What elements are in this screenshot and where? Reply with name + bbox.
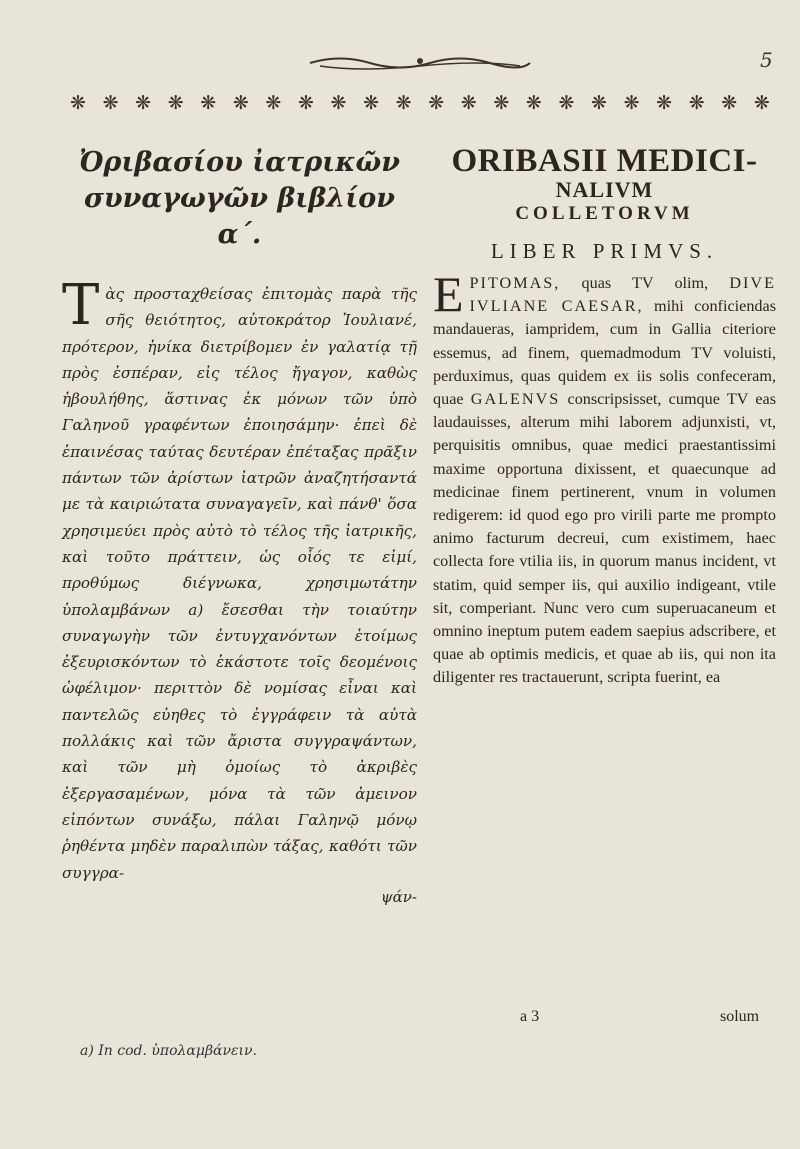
ornament-icon: ❋ — [167, 91, 184, 114]
greek-column — [62, 145, 417, 906]
ornament-icon: ❋ — [330, 91, 347, 114]
signature-mark: 5 — [760, 48, 773, 72]
latin-body-text — [433, 266, 776, 690]
greek-title: Ὀριβασίου ἰατρικῶν συναγωγῶν βιβλίον α΄. — [79, 147, 400, 250]
ornament-icon: ❋ — [688, 91, 705, 114]
ornament-icon: ❋ — [395, 91, 412, 114]
latin-dedication: DIVE IVLIANE CAESAR, — [469, 274, 776, 316]
latin-title-line2: NALIVM — [555, 177, 654, 202]
latin-dropcap: E — [433, 266, 464, 322]
ornament-icon: ❋ — [135, 91, 152, 114]
latin-text-2: mihi conficiendas mandaueras, iampridem, cum in Gallia citeriore essemus, ad finem, quemadmodum TV voluisti, perduximus, quas quidem ex iis solis confeceram, quae — [433, 297, 776, 409]
ornament-icon: ❋ — [297, 91, 314, 114]
latin-catchword: solum — [720, 1008, 760, 1025]
greek-footnote: a) In cod. ὑπολαμβάνειν. — [80, 1043, 257, 1059]
ornament-icon: ❋ — [721, 91, 738, 114]
ornament-icon: ❋ — [656, 91, 673, 114]
ornament-icon: ❋ — [623, 91, 640, 114]
latin-title — [433, 145, 776, 225]
latin-book-heading: LIBER PRIMVS. — [490, 239, 719, 263]
ornament-icon: ❋ — [558, 91, 575, 114]
ornament-icon: ❋ — [70, 91, 86, 114]
ornament-icon: ❋ — [428, 91, 445, 114]
latin-text-1: quas TV olim, — [560, 274, 730, 292]
greek-body-text — [62, 273, 417, 886]
latin-first-word: PITOMAS, — [469, 274, 561, 292]
ornament-icon: ❋ — [232, 91, 249, 114]
ornament-icon: ❋ — [753, 91, 770, 114]
ornament-icon: ❋ — [591, 91, 607, 114]
ornament-icon: ❋ — [460, 91, 477, 114]
greek-catchword: ψάν- — [380, 887, 417, 906]
ornament-icon: ❋ — [363, 91, 379, 114]
ornament-icon: ❋ — [102, 91, 119, 114]
latin-title-line3: COLLETORVM — [515, 203, 694, 224]
latin-text-3: conscripsisset, cumque TV eas laudauisses, alterum mihi laborem adjunxisti, vt, perquisitis omnibus, quae medici praestantissimi maxime opportuna dixissent, et quaecunque ad medicinae finem pertinerent, vnum in volumen redigerem: id quod ego pro virili parte me prompto animo facturum decreui, cum existimem, haec collecta fore vtilia iis, in quorum manus incident, vt statim, quid semper iis, qui auxilio indigeant, vtile sit, comperiant. Nunc vero cum superuacaneum et omnino ineptum putem eadem saepius adscribere, et quae ab optimis medicis, et quae ab iis, qui non ita diligenter res tractauerunt, scripta fuerint, ea — [433, 390, 776, 687]
greek-dropcap: Τ — [62, 273, 100, 338]
ornament-border — [70, 88, 770, 118]
latin-column — [433, 145, 776, 690]
ornament-icon: ❋ — [525, 91, 542, 114]
headpiece-ornament — [300, 52, 540, 74]
greek-paragraph: ὰς προσταχθείσας ἐπιτομὰς παρὰ τῆς σῆς θειότητος, αὐτοκράτορ Ἰουλιανέ, πρότερον, ἡνίκα διετρίβομεν ἐν γαλατίᾳ τῇ πρὸς ἑσπέραν, εἰς τέλος ἤγαγον, καθὼς ἠβουλήθης, ἅστινας ἐκ μόνων τῶν ὑπὸ Γαληνοῦ γραφέντων ἐποιησάμην· ἐπεὶ δὲ ἐπαινέσας ταύτας δευτέραν ἐπέταξας πρᾶξιν πάντων τῶν ἀρίστων ἰατρῶν ἀναζητήσαντά με τὰ καιριώτατα συναγαγεῖν, καὶ πάνθ' ὅσα χρησιμεύει πρὸς αὐτὸ τὸ τέλος τῆς ἰατρικῆς, καὶ τοῦτο πράττειν, ὡς οἷός τε εἰμί, προθύμως διέγνωκα, χρησιμωτάτην ὑπολαμβάνων a) ἔσεσθαι τὴν τοιαύτην συναγωγὴν τῶν ἐντυγχανόντων ἑτοίμως ἐξευρισκόντων τὸ ἑκάστοτε τοῖς δεομένοις ὠφέλιμον· περιττὸν δὲ νομίσας εἶναι καὶ παντελῶς εὐηθες τὸ ἐγγράφειν τὰ αὐτὰ πολλάκις καὶ τῶν ἄριστα συγγραψάντων, καὶ τῶν μὴ ὁμοίως τὸ ἀκριβὲς ἐξεργασαμένων, μόνα τὰ τῶν ἀμεινον εἰπόντων συνάξω, πάλαι Γαληνῷ μόνῳ ῥηθέντα μηδὲν παραλιπὼν τάξας, καθότι τῶν συγγρα- — [62, 285, 417, 882]
ornament-icon: ❋ — [265, 91, 282, 114]
latin-galenus: GALENVS — [470, 390, 561, 409]
signature-mark-latin: a 3 — [520, 1008, 540, 1025]
ornament-icon: ❋ — [200, 91, 217, 114]
latin-title-line1: ORIBASII MEDICI- — [451, 143, 758, 179]
ornament-icon: ❋ — [493, 91, 510, 114]
